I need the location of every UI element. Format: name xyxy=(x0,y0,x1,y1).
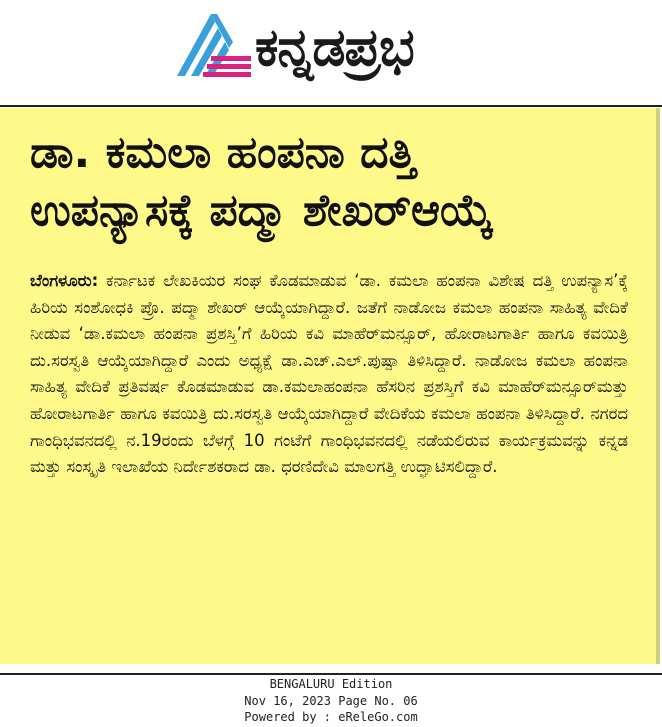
headline-line-1: ಡಾ. ಕಮಲಾ ಹಂಪನಾ ದತ್ತಿ xyxy=(30,127,416,178)
article-body-text: ಕರ್ನಾಟಕ ಲೇಖಕಿಯರ ಸಂಘ ಕೊಡಮಾಡುವ ‘ಡಾ. ಕಮಲಾ ಹಂಪನಾ ವಿಶೇಷ ದತ್ತಿ ಉಪನ್ಯಾಸ’ಕ್ಕೆ ಹಿರಿಯ ಸಂಶೋಧಕಿ ಪ್ರೊ. ಪದ್ಮಾ ಶೇಖರ್ ಆಯ್ಕೆಯಾಗಿದ್ದಾರೆ. ಜತೆಗೆ ನಾಡೋಜ ಕಮಲಾ ಹಂಪನಾ ಸಾಹಿತ್ಯ ವೇದಿಕೆ ನೀಡುವ ‘ಡಾ.ಕಮಲಾ ಹಂಪನಾ ಪ್ರಶಸ್ತಿ’ಗೆ ಹಿರಿಯ ಕವಿ ಮಾಹೆರ್‌ಮನ್ಸೂರ್, ಹೋರಾಟಗಾರ್ತಿ ಹಾಗೂ ಕವಯಿತ್ರಿ ದು.ಸರಸ್ವತಿ ಆಯ್ಕೆಯಾಗಿದ್ದಾರೆ ಎಂದು ಅಧ್ಯಕ್ಷೆ ಡಾ.ಎಚ್.ಎಲ್.ಪುಷ್ಪಾ ತಿಳಿಸಿದ್ದಾರೆ. ನಾಡೋಜ ಕಮಲಾ ಹಂಪನಾ ಸಾಹಿತ್ಯ ವೇದಿಕೆ ಪ್ರತಿವರ್ಷ ಕೊಡಮಾಡುವ ಡಾ.ಕಮಲಾಹಂಪನಾ ಹೆಸರಿನ ಪ್ರಶಸ್ತಿಗೆ ಕವಿ ಮಾಹೆರ್‌ಮನ್ಸೂರ್‌ಮತ್ತು ಹೋರಾಟಗಾರ್ತಿ ಹಾಗೂ ಕವಯಿತ್ರಿ ದು.ಸರಸ್ವತಿ ಆಯ್ಕೆಯಾಗಿದ್ದಾರೆ ವೇದಿಕೆಯ ಕಮಲಾ ಹಂಪನಾ ತಿಳಿಸಿದ್ದಾರೆ. ನಗರದ ಗಾಂಧಿಭವನದಲ್ಲಿ ನ.19ರಂದು ಬೆಳಗ್ಗೆ 10 ಗಂಟೆಗೆ ಗಾಂಧಿಭವನದಲ್ಲಿ ನಡೆಯಲಿರುವ ಕಾರ್ಯಕ್ರಮವನ್ನು ಕನ್ನಡ ಮತ್ತು ಸಂಸ್ಕೃತಿ ಇಲಾಖೆಯ ನಿರ್ದೇಶಕರಾದ ಡಾ. ಧರಣಿದೇವಿ ಮಾಲಗತ್ತಿ ಉದ್ಘಾಟಿಸಲಿದ್ದಾರೆ. xyxy=(30,271,628,477)
article-headline xyxy=(30,124,640,240)
date-page-label: Nov 16, 2023 Page No. 06 xyxy=(244,693,418,708)
dateline: ಬೆಂಗಳೂರು: xyxy=(30,271,99,290)
masthead xyxy=(0,0,662,104)
bottom-divider xyxy=(0,673,662,675)
top-divider xyxy=(0,105,662,107)
footer xyxy=(0,676,662,727)
article-body xyxy=(30,268,628,481)
publication-name: ಕನ್ನಡಪ್ರಭ xyxy=(255,18,414,78)
powered-by-label: Powered by : eReleGo.com xyxy=(244,710,418,724)
triangle-logo-icon xyxy=(175,12,255,80)
headline-line-2: ಉಪನ್ಯಾಸಕ್ಕೆ ಪದ್ಮಾ ಶೇಖರ್‌ಆಯ್ಕೆ xyxy=(30,185,494,236)
article-clipping xyxy=(0,108,660,664)
edition-label: BENGALURU Edition xyxy=(269,677,393,691)
